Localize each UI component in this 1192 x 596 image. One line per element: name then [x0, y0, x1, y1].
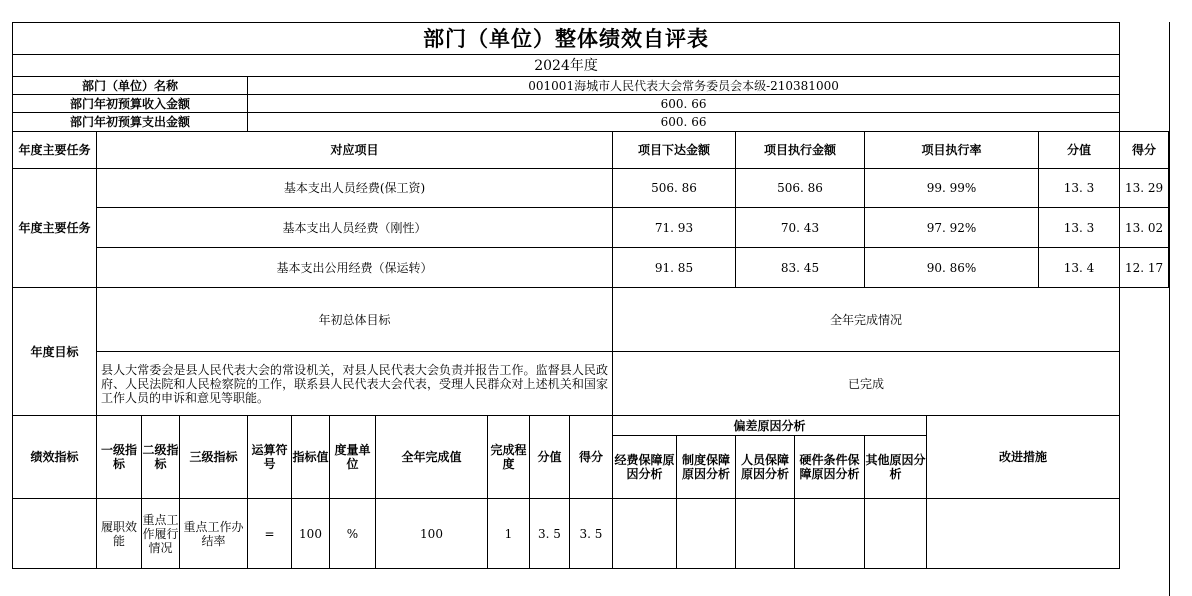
col-improvement: 改进措施: [927, 416, 1120, 499]
initial-goal-text: 县人大常委会是县人民代表大会的常设机关，对县人民代表大会负责并报告工作。监督县人民政府、人民法院和人民检察院的工作，联系县人民代表大会代表，受理人民群众对上述机关和国家工作人员的申诉和意见等职能。: [97, 352, 613, 416]
indicator-actual: 100: [376, 499, 488, 569]
task-row-item: 基本支出公用经费（保运转）: [97, 248, 613, 288]
goals-label: 年度目标: [13, 288, 97, 416]
indicator-dev-funding: [613, 499, 677, 569]
task-row-item: 基本支出人员经费（刚性）: [97, 208, 613, 248]
col-operator: 运算符号: [248, 416, 292, 499]
col-level2: 二级指标: [142, 416, 180, 499]
completion-text: 已完成: [613, 352, 1120, 416]
sheet-title: 部门（单位）整体绩效自评表: [13, 23, 1120, 55]
col-dev-other: 其他原因分析: [865, 436, 927, 499]
task-row-issued: 506. 86: [613, 169, 736, 208]
task-row-score-value: 13. 4: [1039, 248, 1120, 288]
income-value: 600. 66: [248, 95, 1120, 113]
col-header-rate: 项目执行率: [865, 132, 1039, 169]
col-header-issued: 项目下达金额: [613, 132, 736, 169]
expense-label: 部门年初预算支出金额: [13, 113, 248, 132]
col-header-executed: 项目执行金额: [736, 132, 865, 169]
task-row-item: 基本支出人员经费(保工资): [97, 169, 613, 208]
indicator-dev-system: [677, 499, 736, 569]
col-dev-staff: 人员保障原因分析: [736, 436, 795, 499]
col-deviation: 偏差原因分析: [613, 416, 927, 436]
indicator-dev-staff: [736, 499, 795, 569]
col-dev-system: 制度保障原因分析: [677, 436, 736, 499]
col-level1: 一级指标: [97, 416, 142, 499]
indicator-dev-hardware: [795, 499, 865, 569]
col-unit: 度量单位: [330, 416, 376, 499]
indicator-improvement: [927, 499, 1120, 569]
col-dev-funding: 经费保障原因分析: [613, 436, 677, 499]
task-row-score: 13. 29: [1120, 169, 1169, 208]
evaluation-table: [12, 22, 1169, 569]
task-row-score-value: 13. 3: [1039, 208, 1120, 248]
col-score: 得分: [570, 416, 613, 499]
completion-header: 全年完成情况: [613, 288, 1120, 352]
task-row-executed: 70. 43: [736, 208, 865, 248]
indicator-score: 3. 5: [570, 499, 613, 569]
task-row-score-value: 13. 3: [1039, 169, 1120, 208]
task-row-score: 13. 02: [1120, 208, 1169, 248]
sheet-right-border: [1169, 22, 1170, 596]
task-row-rate: 99. 99%: [865, 169, 1039, 208]
task-row-executed: 506. 86: [736, 169, 865, 208]
indicator-dev-other: [865, 499, 927, 569]
indicators-label: 绩效指标: [13, 416, 97, 499]
task-row-issued: 91. 85: [613, 248, 736, 288]
col-level3: 三级指标: [180, 416, 248, 499]
indicator-target: 100: [292, 499, 330, 569]
col-dev-hardware: 硬件条件保障原因分析: [795, 436, 865, 499]
indicator-completion: 1: [488, 499, 530, 569]
indicator-score-value: 3. 5: [530, 499, 570, 569]
expense-value: 600. 66: [248, 113, 1120, 132]
col-header-item: 对应项目: [97, 132, 613, 169]
col-header-score-value: 分值: [1039, 132, 1120, 169]
task-row-issued: 71. 93: [613, 208, 736, 248]
indicator-operator: =: [248, 499, 292, 569]
unit-name-value: 001001海城市人民代表大会常务委员会本级-210381000: [248, 77, 1120, 95]
col-target: 指标值: [292, 416, 330, 499]
initial-goal-header: 年初总体目标: [97, 288, 613, 352]
tasks-header-label: 年度主要任务: [13, 132, 97, 169]
indicator-level3: 重点工作办结率: [180, 499, 248, 569]
task-row-rate: 97. 92%: [865, 208, 1039, 248]
col-header-score: 得分: [1120, 132, 1169, 169]
col-score-value: 分值: [530, 416, 570, 499]
income-label: 部门年初预算收入金额: [13, 95, 248, 113]
task-row-rate: 90. 86%: [865, 248, 1039, 288]
unit-name-label: 部门（单位）名称: [13, 77, 248, 95]
indicator-row-label: [13, 499, 97, 569]
indicator-level1: 履职效能: [97, 499, 142, 569]
self-evaluation-sheet: [12, 22, 1169, 569]
indicator-level2: 重点工作履行情况: [142, 499, 180, 569]
tasks-section-label: 年度主要任务: [13, 169, 97, 288]
col-completion: 完成程度: [488, 416, 530, 499]
sheet-year: 2024年度: [13, 55, 1120, 77]
indicator-unit: %: [330, 499, 376, 569]
col-actual: 全年完成值: [376, 416, 488, 499]
task-row-score: 12. 17: [1120, 248, 1169, 288]
task-row-executed: 83. 45: [736, 248, 865, 288]
